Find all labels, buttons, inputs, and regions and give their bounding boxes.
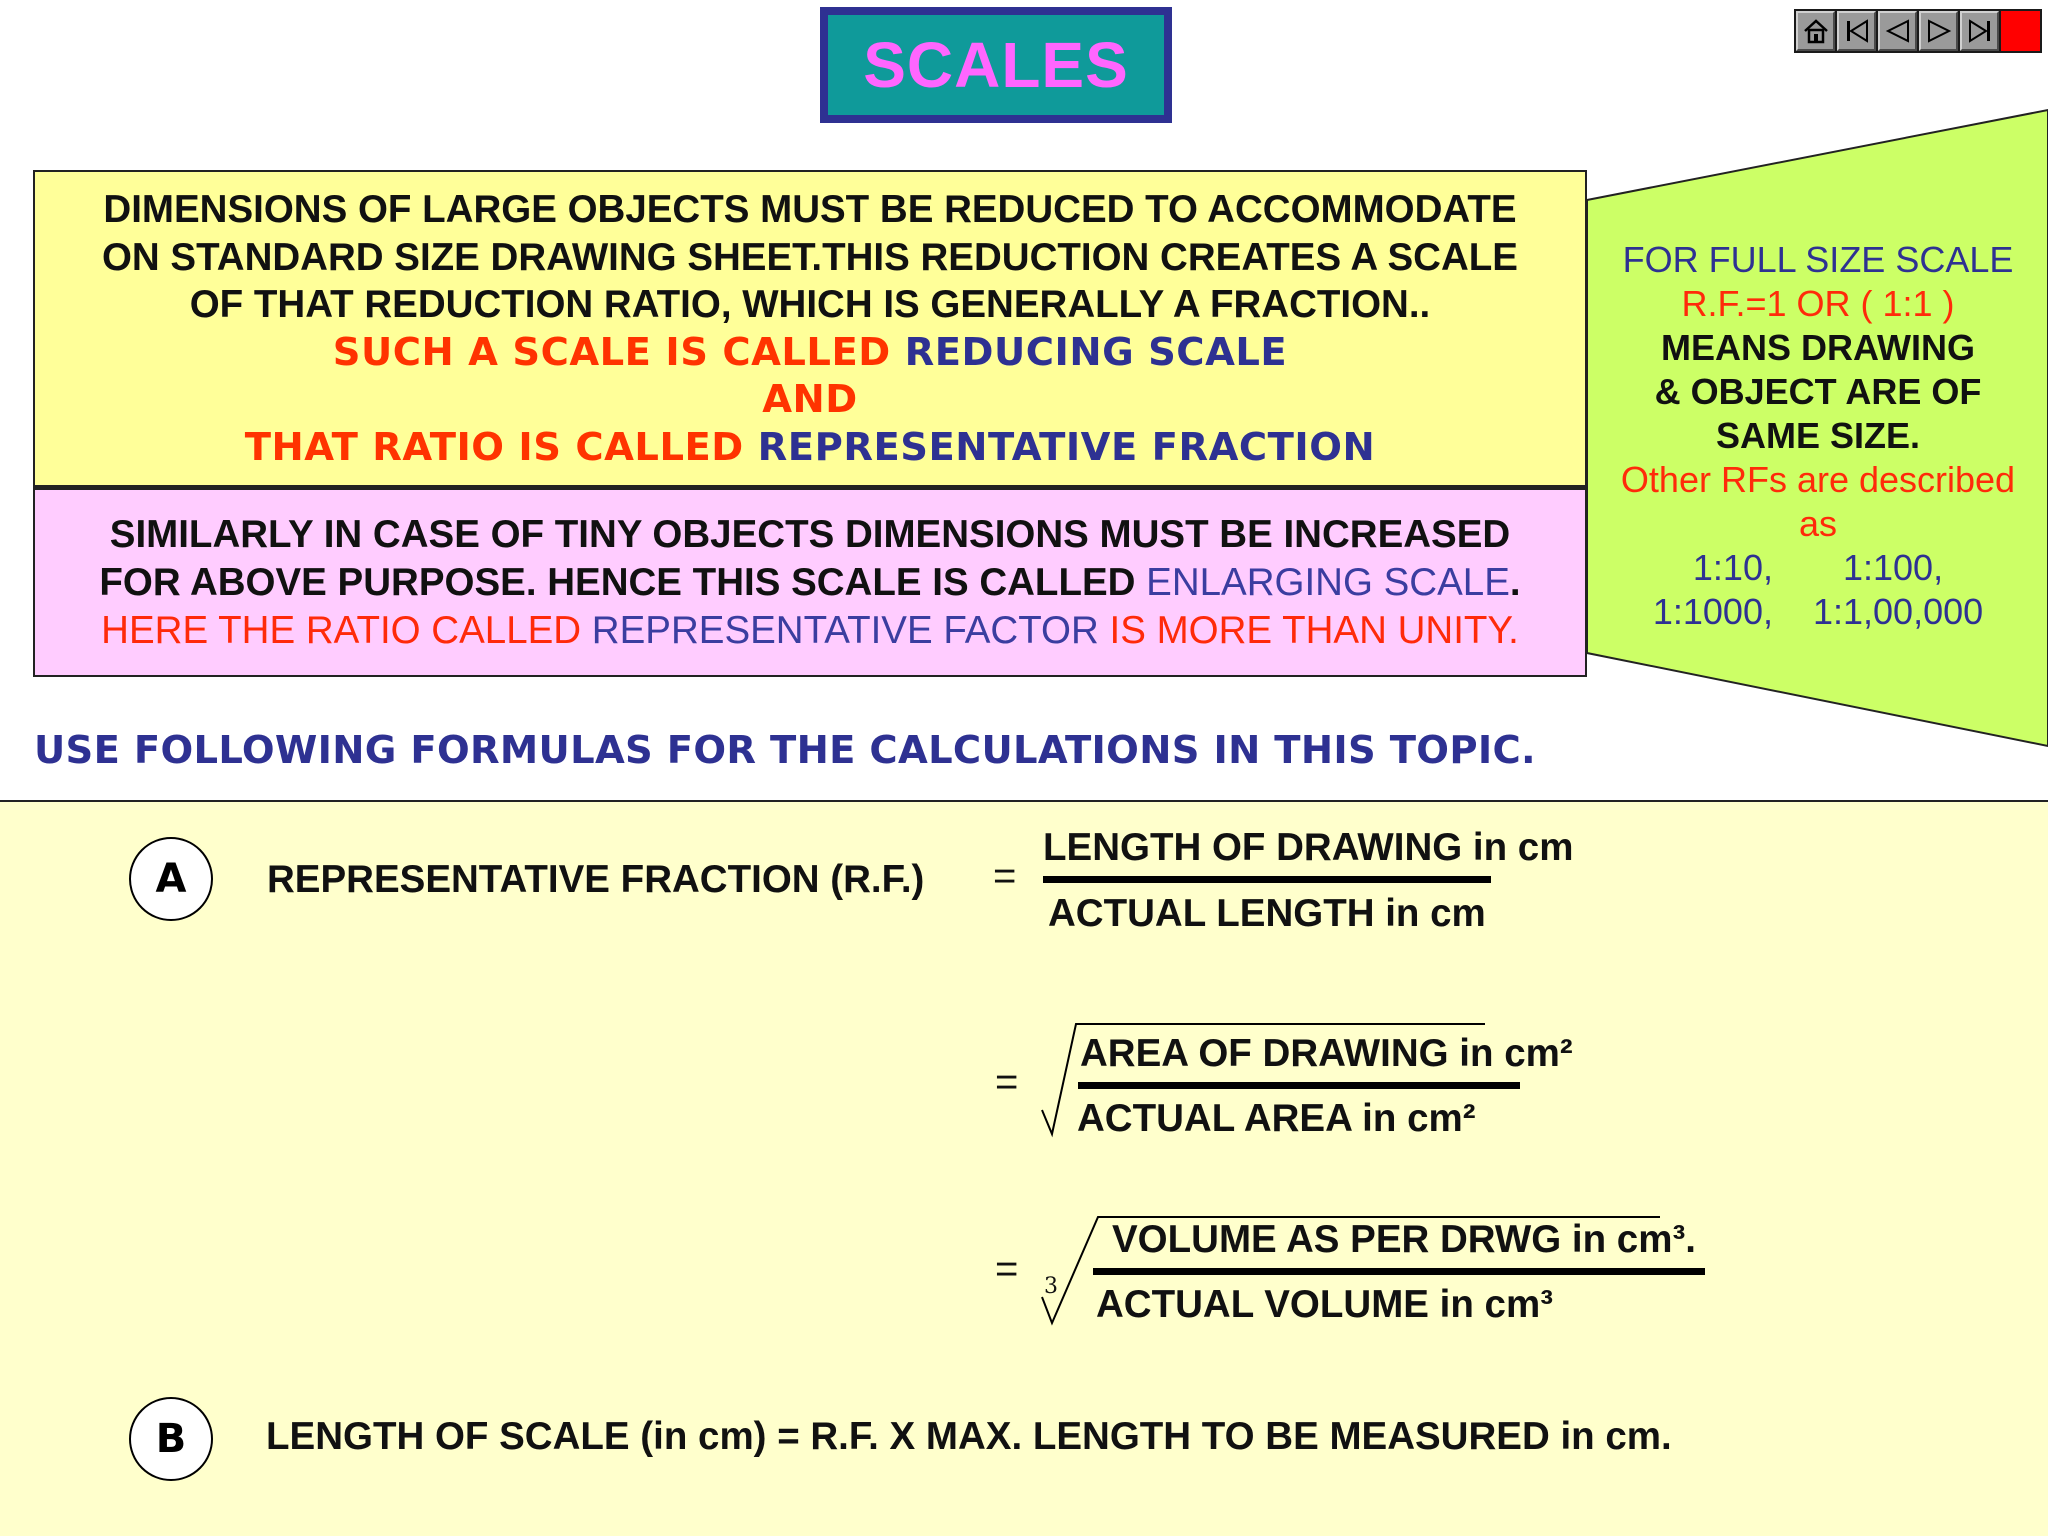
ratio-1-100000: 1:1,00,000 <box>1812 591 1984 632</box>
enlarging-text-line-1: SIMILARLY IN CASE OF TINY OBJECTS DIMENSIONS MUST BE INCREASED <box>109 512 1511 556</box>
length-denominator: ACTUAL LENGTH in cm <box>1048 892 1486 935</box>
enlarging-period: . <box>1509 560 1521 604</box>
callout-line-2: R.F.=1 OR ( 1:1 ) <box>1681 283 1955 324</box>
formula-a-lhs: REPRESENTATIVE FRACTION (R.F.) <box>267 858 925 901</box>
callout-line-4: & OBJECT ARE OF <box>1654 371 1982 412</box>
fraction-bar-1 <box>1043 876 1491 883</box>
ratio-called-lead: THAT RATIO IS CALLED <box>244 424 758 470</box>
home-icon <box>1801 16 1831 46</box>
first-slide-icon <box>1842 16 1872 46</box>
next-slide-button[interactable] <box>1919 11 1958 51</box>
reducing-text-line-3: OF THAT REDUCTION RATIO, WHICH IS GENERALLY A FRACTION.. <box>189 283 1431 326</box>
enlarging-scale-term: ENLARGING SCALE <box>1146 560 1510 604</box>
formula-panel <box>0 800 2048 1536</box>
representative-fraction-term: REPRESENTATIVE FRACTION <box>757 424 1376 470</box>
reducing-scale-box <box>33 170 1587 487</box>
callout-line-7: as <box>1798 503 1838 544</box>
ratio-row-1 <box>1588 546 2048 590</box>
formula-b-text: LENGTH OF SCALE (in cm) = R.F. X MAX. LENGTH TO BE MEASURED in cm. <box>266 1415 1672 1458</box>
reducing-scale-line <box>333 329 1287 377</box>
full-size-callout-text <box>1588 238 2048 634</box>
formula-b-badge: B <box>129 1397 213 1481</box>
area-numerator: AREA OF DRAWING in cm² <box>1080 1032 1573 1075</box>
callout-line-3: MEANS DRAWING <box>1661 327 1975 368</box>
home-button[interactable] <box>1796 11 1835 51</box>
title-box <box>820 7 1172 123</box>
callout-line-1: FOR FULL SIZE SCALE <box>1622 239 2014 280</box>
previous-slide-icon <box>1883 16 1913 46</box>
ratio-1-100: 1:100, <box>1842 547 1944 588</box>
first-slide-button[interactable] <box>1837 11 1876 51</box>
equals-sign-2: = <box>995 1060 1019 1104</box>
area-denominator: ACTUAL AREA in cm² <box>1077 1097 1476 1140</box>
stop-button[interactable] <box>2001 11 2040 51</box>
ratio-1-1000: 1:1000, <box>1652 591 1773 632</box>
formula-a-badge: A <box>129 837 213 921</box>
reducing-text-line-2: ON STANDARD SIZE DRAWING SHEET.THIS REDUCTION CREATES A SCALE <box>101 235 1518 279</box>
next-slide-icon <box>1924 16 1954 46</box>
use-formulas-heading: USE FOLLOWING FORMULAS FOR THE CALCULATIONS IN THIS TOPIC. <box>34 728 1536 773</box>
callout-line-6: Other RFs are described <box>1620 459 2016 500</box>
ratio-1-10: 1:10, <box>1692 547 1773 588</box>
previous-slide-button[interactable] <box>1878 11 1917 51</box>
callout-line-5: SAME SIZE. <box>1715 415 1921 456</box>
representative-fraction-line <box>245 424 1375 472</box>
volume-numerator: VOLUME AS PER DRWG in cm³. <box>1112 1218 1696 1261</box>
reducing-text-line-1: DIMENSIONS OF LARGE OBJECTS MUST BE REDUCED TO ACCOMMODATE <box>103 188 1517 231</box>
slide-navigation <box>1794 9 2042 53</box>
cube-root-index: 3 <box>1044 1274 1058 1299</box>
and-word: AND <box>762 377 858 422</box>
fraction-bar-3 <box>1093 1268 1705 1275</box>
ratio-lead: HERE THE RATIO CALLED <box>101 608 592 652</box>
enlarging-text-line-2 <box>99 559 1520 607</box>
page-title: SCALES <box>828 15 1164 115</box>
enlarging-lead: FOR ABOVE PURPOSE. HENCE THIS SCALE IS CALLED <box>99 560 1147 604</box>
last-slide-icon <box>1965 16 1995 46</box>
reducing-scale-lead: SUCH A SCALE IS CALLED <box>332 329 905 375</box>
equals-sign-1: = <box>993 854 1017 898</box>
representative-factor-term: REPRESENTATIVE FACTOR <box>591 608 1099 652</box>
enlarging-scale-box <box>33 487 1587 677</box>
last-slide-button[interactable] <box>1960 11 1999 51</box>
length-numerator: LENGTH OF DRAWING in cm <box>1043 826 1574 869</box>
ratio-row-2 <box>1588 590 2048 634</box>
reducing-scale-term: REDUCING SCALE <box>904 329 1288 375</box>
fraction-bar-2 <box>1078 1082 1520 1089</box>
equals-sign-3: = <box>995 1247 1019 1291</box>
more-than-unity: IS MORE THAN UNITY. <box>1098 608 1519 652</box>
enlarging-text-line-3 <box>101 607 1519 655</box>
volume-denominator: ACTUAL VOLUME in cm³ <box>1096 1283 1554 1326</box>
